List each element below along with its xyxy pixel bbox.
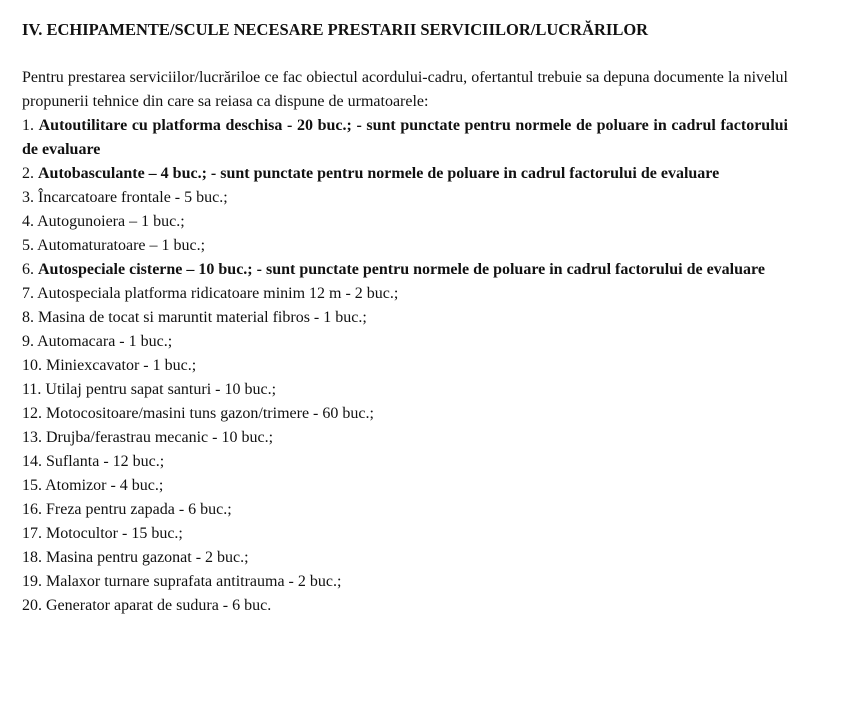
- equipment-item: [22, 570, 788, 594]
- equipment-item: [22, 210, 788, 234]
- item-number: 1.: [22, 117, 39, 134]
- equipment-item: [22, 474, 788, 498]
- item-text: Miniexcavator - 1 buc.;: [46, 357, 197, 374]
- item-number: 3.: [22, 189, 38, 206]
- equipment-item: [22, 402, 788, 426]
- item-text: Autogunoiera – 1 buc.;: [37, 213, 185, 230]
- item-number: 9.: [22, 333, 38, 350]
- item-number: 14.: [22, 453, 46, 470]
- item-number: 7.: [22, 285, 38, 302]
- item-text: Autoutilitare cu platforma deschisa - 20 buc.; - sunt punctate pentru normele de poluare in cadrul factorului de evaluare: [22, 117, 788, 158]
- section-heading: IV. ECHIPAMENTE/SCULE NECESARE PRESTARII SERVICIILOR/LUCRĂRILOR: [22, 20, 649, 39]
- equipment-item: [22, 522, 788, 546]
- equipment-item: [22, 546, 788, 570]
- item-text: Masina pentru gazonat - 2 buc.;: [46, 549, 249, 566]
- item-text: Masina de tocat si maruntit material fibros - 1 buc.;: [38, 309, 367, 326]
- item-text: Freza pentru zapada - 6 buc.;: [46, 501, 232, 518]
- equipment-item: [22, 114, 788, 162]
- equipment-item: [22, 450, 788, 474]
- equipment-item: [22, 306, 788, 330]
- equipment-item: [22, 234, 788, 258]
- item-number: 10.: [22, 357, 46, 374]
- item-number: 4.: [22, 213, 38, 230]
- equipment-item: [22, 378, 788, 402]
- equipment-item: [22, 258, 788, 282]
- item-text: Autospeciale cisterne – 10 buc.; - sunt punctate pentru normele de poluare in cadrul factorului de evaluare: [38, 261, 765, 278]
- equipment-item: [22, 282, 788, 306]
- equipment-item: [22, 354, 788, 378]
- equipment-list: [22, 114, 788, 618]
- item-text: Încarcatoare frontale - 5 buc.;: [38, 189, 228, 206]
- item-number: 12.: [22, 405, 46, 422]
- equipment-item: [22, 162, 788, 186]
- item-text: Drujba/ferastrau mecanic - 10 buc.;: [46, 429, 274, 446]
- equipment-item: [22, 330, 788, 354]
- item-number: 15.: [22, 477, 46, 494]
- item-number: 17.: [22, 525, 46, 542]
- item-number: 6.: [22, 261, 38, 278]
- item-text: Automacara - 1 buc.;: [37, 333, 173, 350]
- item-number: 5.: [22, 237, 38, 254]
- item-text: Generator aparat de sudura - 6 buc.: [46, 597, 272, 614]
- item-text: Autospeciala platforma ridicatoare minim 12 m - 2 buc.;: [37, 285, 399, 302]
- item-number: 20.: [22, 597, 46, 614]
- item-number: 18.: [22, 549, 46, 566]
- item-number: 19.: [22, 573, 46, 590]
- equipment-item: [22, 426, 788, 450]
- item-number: 16.: [22, 501, 46, 518]
- item-number: 11.: [22, 381, 46, 398]
- item-text: Motocultor - 15 buc.;: [46, 525, 183, 542]
- item-text: Autobasculante – 4 buc.; - sunt punctate pentru normele de poluare in cadrul factorului de evaluare: [38, 165, 720, 182]
- intro-paragraph: Pentru prestarea serviciilor/lucrăriloe ce fac obiectul acordului-cadru, ofertantul trebuie sa depuna documente la nivelul propunerii tehnice din care sa reiasa ca dispune de urmatoarele:: [22, 69, 788, 110]
- item-number: 13.: [22, 429, 46, 446]
- item-text: Atomizor - 4 buc.;: [45, 477, 164, 494]
- equipment-item: [22, 186, 788, 210]
- document-page: [22, 18, 788, 618]
- item-text: Utilaj pentru sapat santuri - 10 buc.;: [45, 381, 277, 398]
- item-text: Malaxor turnare suprafata antitrauma - 2 buc.;: [46, 573, 342, 590]
- equipment-item: [22, 498, 788, 522]
- equipment-item: [22, 594, 788, 618]
- item-text: Suflanta - 12 buc.;: [46, 453, 165, 470]
- item-number: 8.: [22, 309, 38, 326]
- item-text: Motocositoare/masini tuns gazon/trimere - 60 buc.;: [46, 405, 374, 422]
- item-text: Automaturatoare – 1 buc.;: [37, 237, 206, 254]
- item-number: 2.: [22, 165, 38, 182]
